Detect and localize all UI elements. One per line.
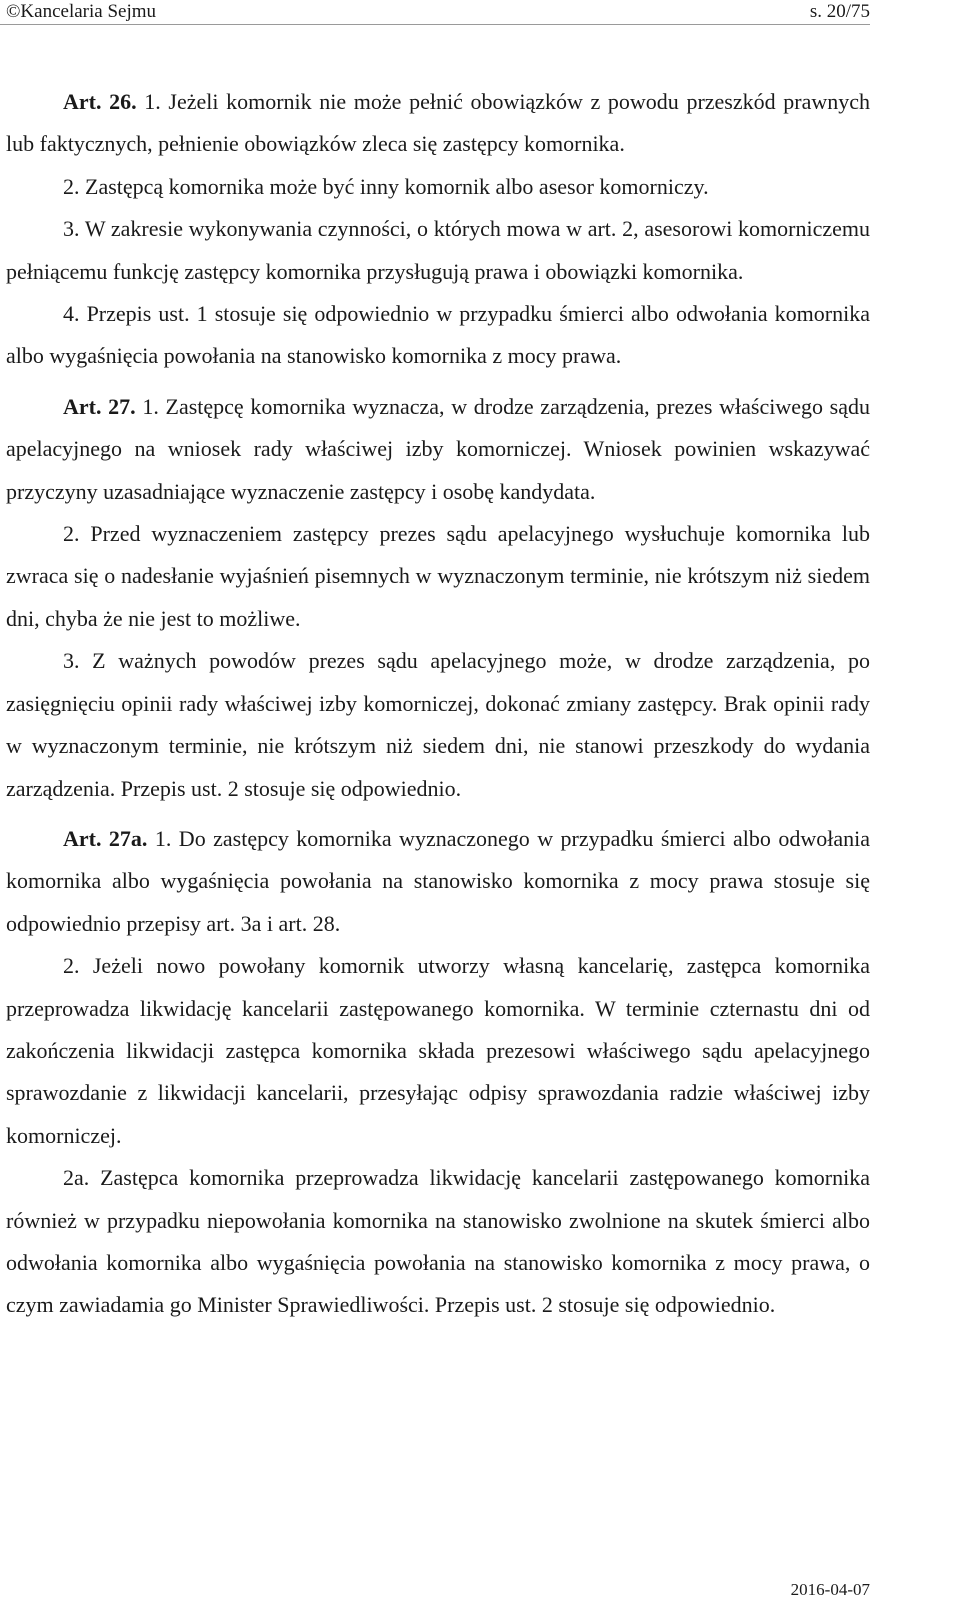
paragraph-text: 1. Jeżeli komornik nie może pełnić obowiązków z powodu przeszkód prawnych lub faktycznych, pełnienie obowiązków zleca się zastępcy komornika. <box>6 89 870 157</box>
document-body <box>6 81 870 1327</box>
page-number: s. 20/75 <box>809 1 870 22</box>
paragraph-text: 2a. Zastępca komornika przeprowadza likwidację kancelarii zastępowanego komornika również w przypadku niepowołania komornika na stanowisko zwolnione na skutek śmierci albo odwołania komornika albo wygaśnięcia powołania na stanowisko komornika z mocy prawa, o czym zawiadamia go Minister Sprawiedliwości. Przepis ust. 2 stosuje się odpowiednio. <box>6 1165 870 1318</box>
paragraph-text: 4. Przepis ust. 1 stosuje się odpowiednio w przypadku śmierci albo odwołania komornika albo wygaśnięcia powołania na stanowisko komornika z mocy prawa. <box>6 301 870 369</box>
paragraph-art-26-4 <box>6 293 870 378</box>
page-header <box>0 0 870 25</box>
paragraph-art-26-1 <box>6 81 870 166</box>
article-number: Art. 26. <box>63 89 137 114</box>
paragraph-text: 2. Jeżeli nowo powołany komornik utworzy własną kancelarię, zastępca komornika przeprowadza likwidację kancelarii zastępowanego komornika. W terminie czternastu dni od zakończenia likwidacji zastępca komornika składa prezesowi właściwego sądu apelacyjnego sprawozdanie z likwidacji kancelarii, przesyłając odpisy sprawozdania radzie właściwej izby komorniczej. <box>6 953 870 1148</box>
paragraph-art-27a-2 <box>6 945 870 1157</box>
paragraph-art-26-3 <box>6 208 870 293</box>
paragraph-text: 2. Przed wyznaczeniem zastępcy prezes sądu apelacyjnego wysłuchuje komornika lub zwraca się o nadesłanie wyjaśnień pisemnych w wyznaczonym terminie, nie krótszym niż siedem dni, chyba że nie jest to możliwe. <box>6 521 870 631</box>
copyright-label: ©Kancelaria Sejmu <box>6 1 157 22</box>
paragraph-art-27a-1 <box>6 818 870 945</box>
paragraph-text: 1. Do zastępcy komornika wyznaczonego w przypadku śmierci albo odwołania komornika albo wygaśnięcia powołania na stanowisko komornika z mocy prawa stosuje się odpowiednio przepisy art. 3a i art. 28. <box>6 825 870 936</box>
article-number: Art. 27. <box>63 393 136 419</box>
paragraph-art-26-2 <box>6 166 870 208</box>
article-number: Art. 27a. <box>63 825 148 851</box>
paragraph-text: 2. Zastępcą komornika może być inny komornik albo asesor komorniczy. <box>63 173 709 199</box>
paragraph-text: 3. W zakresie wykonywania czynności, o których mowa w art. 2, asesorowi komorniczemu pełniącemu funkcję zastępcy komornika przysługują prawa i obowiązki komornika. <box>6 216 870 284</box>
footer-date: 2016-04-07 <box>790 1580 870 1599</box>
paragraph-text: 3. Z ważnych powodów prezes sądu apelacyjnego może, w drodze zarządzenia, po zasięgnięciu opinii rady właściwej izby komorniczej, dokonać zmiany zastępcy. Brak opinii rady w wyznaczonym terminie, nie krótszym niż siedem dni, nie stanowi przeszkody do wydania zarządzenia. Przepis ust. 2 stosuje się odpowiednio. <box>6 648 870 801</box>
paragraph-art-27-3 <box>6 640 870 810</box>
paragraph-text: 1. Zastępcę komornika wyznacza, w drodze zarządzenia, prezes właściwego sądu apelacyjnego na wniosek rady właściwej izby komorniczej. Wniosek powinien wskazywać przyczyny uzasadniające wyznaczenie zastępcy i osobę kandydata. <box>6 393 870 504</box>
paragraph-art-27a-2a <box>6 1157 870 1327</box>
paragraph-art-27-1 <box>6 386 870 513</box>
paragraph-art-27-2 <box>6 513 870 640</box>
